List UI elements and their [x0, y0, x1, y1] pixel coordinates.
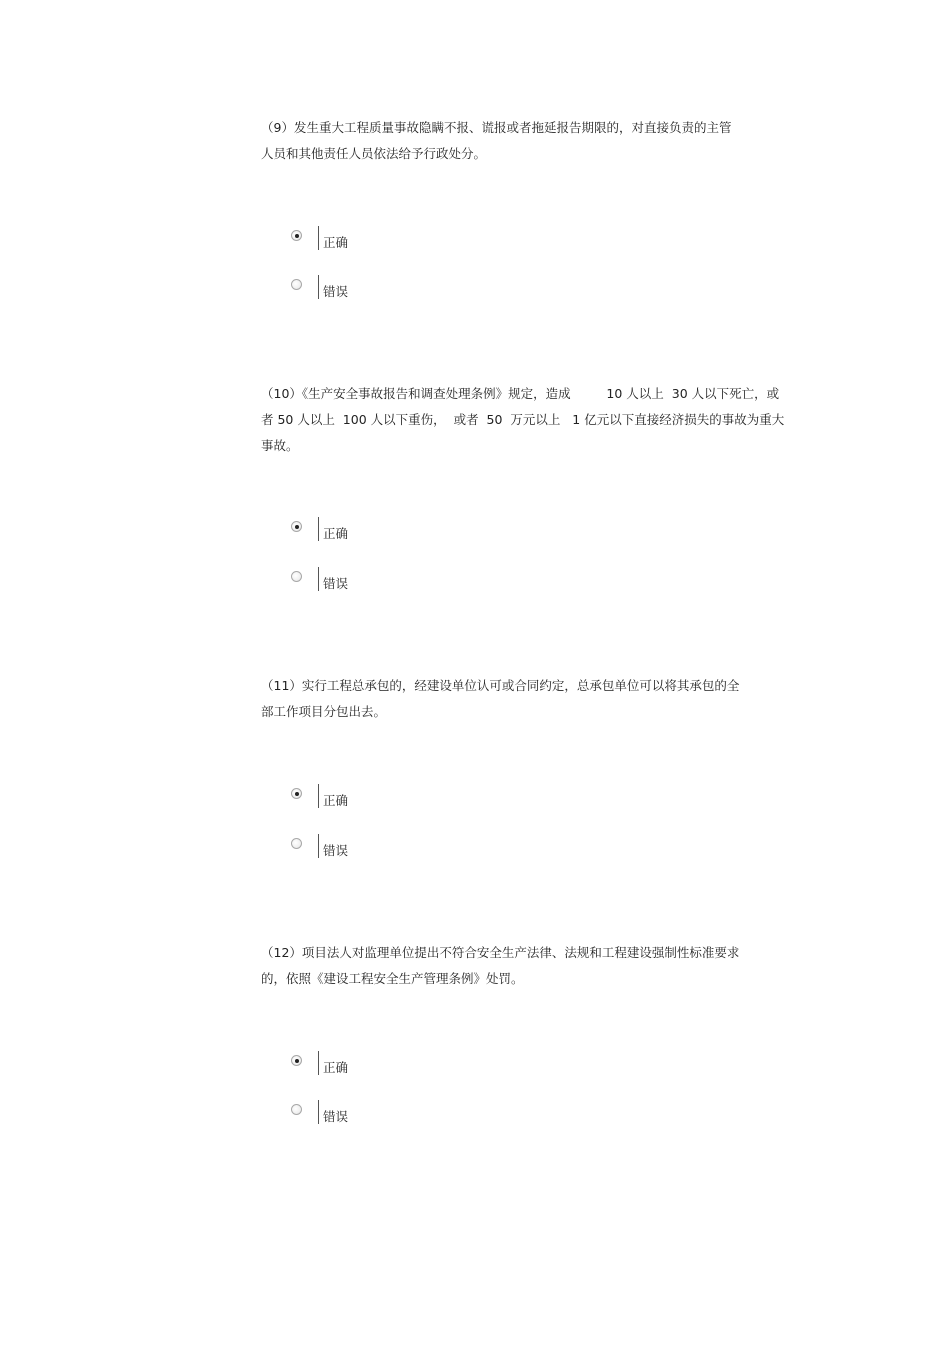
- question-text: [261, 940, 801, 992]
- divider: [318, 226, 319, 250]
- question-text: [261, 673, 801, 725]
- option-correct[interactable]: [291, 517, 411, 547]
- divider: [318, 784, 319, 808]
- option-label: 错误: [323, 284, 349, 299]
- option-label: 正确: [323, 526, 349, 541]
- option-wrong[interactable]: [291, 1100, 411, 1130]
- question-line: （12）项目法人对监理单位提出不符合安全生产法律、法规和工程建设强制性标准要求: [261, 945, 740, 960]
- option-label: 正确: [323, 235, 349, 250]
- option-correct[interactable]: [291, 1051, 411, 1081]
- question-line: 部工作项目分包出去。: [261, 704, 387, 719]
- radio-selected-icon[interactable]: [291, 1055, 302, 1066]
- radio-unselected-icon[interactable]: [291, 838, 302, 849]
- question-line: （10）《生产安全事故报告和调查处理条例》规定，造成 10 人以上 30 人以下死亡，或: [261, 386, 780, 401]
- option-label: 错误: [323, 843, 349, 858]
- divider: [318, 567, 319, 591]
- question-text: [261, 381, 801, 459]
- question-text: [261, 115, 801, 167]
- option-correct[interactable]: [291, 226, 411, 256]
- question-line: （9）发生重大工程质量事故隐瞒不报、谎报或者拖延报告期限的，对直接负责的主管: [261, 120, 732, 135]
- divider: [318, 1100, 319, 1124]
- radio-selected-icon[interactable]: [291, 788, 302, 799]
- radio-selected-icon[interactable]: [291, 521, 302, 532]
- divider: [318, 1051, 319, 1075]
- question-line: 者 50 人以上 100 人以下重伤， 或者 50 万元以上 1 亿元以下直接经济损失的事故为重大: [261, 412, 785, 427]
- divider: [318, 834, 319, 858]
- option-label: 错误: [323, 576, 349, 591]
- question-line: 人员和其他责任人员依法给予行政处分。: [261, 146, 487, 161]
- divider: [318, 517, 319, 541]
- radio-unselected-icon[interactable]: [291, 279, 302, 290]
- question-line: 的，依照《建设工程安全生产管理条例》处罚。: [261, 971, 524, 986]
- divider: [318, 275, 319, 299]
- option-label: 错误: [323, 1109, 349, 1124]
- question-line: 事故。: [261, 438, 299, 453]
- question-line: （11）实行工程总承包的，经建设单位认可或合同约定，总承包单位可以将其承包的全: [261, 678, 740, 693]
- option-label: 正确: [323, 1060, 349, 1075]
- option-label: 正确: [323, 793, 349, 808]
- radio-unselected-icon[interactable]: [291, 1104, 302, 1115]
- option-wrong[interactable]: [291, 567, 411, 597]
- option-correct[interactable]: [291, 784, 411, 814]
- option-wrong[interactable]: [291, 275, 411, 305]
- radio-selected-icon[interactable]: [291, 230, 302, 241]
- radio-unselected-icon[interactable]: [291, 571, 302, 582]
- option-wrong[interactable]: [291, 834, 411, 864]
